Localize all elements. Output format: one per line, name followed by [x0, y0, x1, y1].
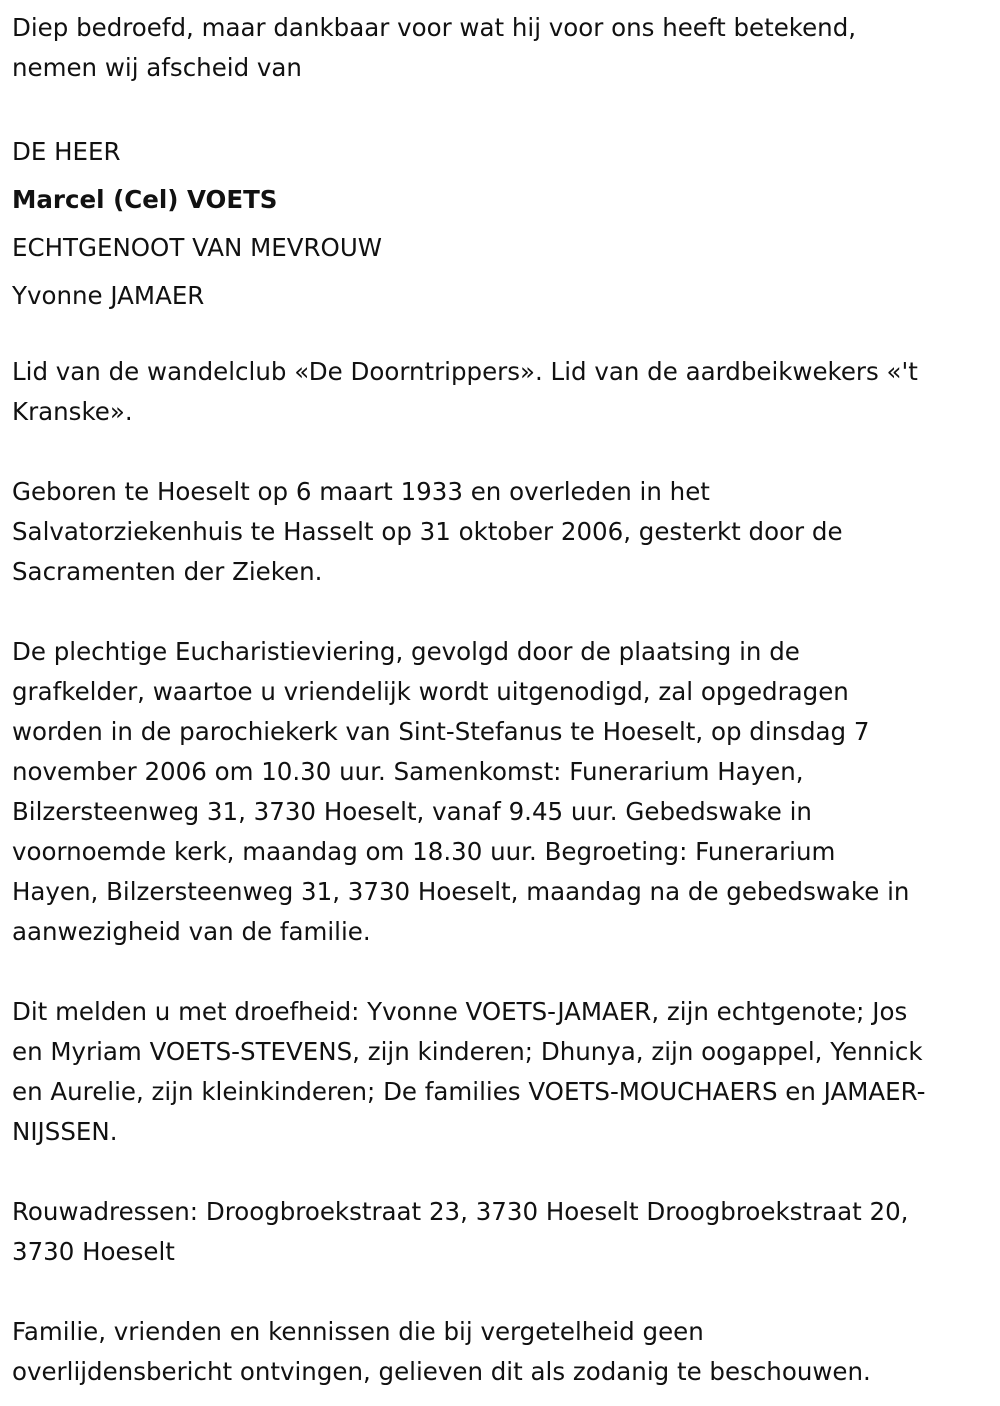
text-line: Bilzersteenweg 31, 3730 Hoeselt, vanaf 9.45 uur. Gebedswake in — [12, 797, 812, 826]
spouse-name: Yvonne JAMAER — [12, 281, 205, 310]
text-line: Sacramenten der Zieken. — [12, 557, 323, 586]
ceremony-paragraph — [12, 632, 1000, 952]
text-line: Dit melden u met droefheid: Yvonne VOETS-JAMAER, zijn echtgenote; Jos — [12, 997, 908, 1026]
addresses-paragraph — [12, 1192, 1000, 1272]
text-line: grafkelder, waartoe u vriendelijk wordt uitgenodigd, zal opgedragen — [12, 677, 849, 706]
text-line: november 2006 om 10.30 uur. Samenkomst: Funerarium Hayen, — [12, 757, 804, 786]
text-line: en Aurelie, zijn kleinkinderen; De families VOETS-MOUCHAERS en JAMAER- — [12, 1077, 926, 1106]
text-line: Salvatorziekenhuis te Hasselt op 31 oktober 2006, gesterkt door de — [12, 517, 843, 546]
clubs-paragraph — [12, 352, 1000, 432]
title: DE HEER — [12, 137, 121, 166]
text-line: overlijdensbericht ontvingen, gelieven dit als zodanig te beschouwen. — [12, 1357, 871, 1386]
text-line: voornoemde kerk, maandag om 18.30 uur. Begroeting: Funerarium — [12, 837, 836, 866]
closing-paragraph — [12, 1312, 1000, 1392]
text-line: De plechtige Eucharistieviering, gevolgd door de plaatsing in de — [12, 637, 800, 666]
text-line: Hayen, Bilzersteenweg 31, 3730 Hoeselt, maandag na de gebedswake in — [12, 877, 910, 906]
text-line: Familie, vrienden en kennissen die bij vergetelheid geen — [12, 1317, 704, 1346]
family-paragraph — [12, 992, 1000, 1152]
text-line: Kranske». — [12, 397, 133, 426]
text-line: Rouwadressen: Droogbroekstraat 23, 3730 Hoeselt Droogbroekstraat 20, — [12, 1197, 909, 1226]
text-line: Lid van de wandelclub «De Doorntrippers». Lid van de aardbeikwekers «'t — [12, 357, 918, 386]
text-line: aanwezigheid van de familie. — [12, 917, 371, 946]
text-line: worden in de parochiekerk van Sint-Stefanus te Hoeselt, op dinsdag 7 — [12, 717, 870, 746]
deceased-name: Marcel (Cel) VOETS — [12, 185, 278, 214]
relation: ECHTGENOOT VAN MEVROUW — [12, 233, 383, 262]
text-line: en Myriam VOETS-STEVENS, zijn kinderen; Dhunya, zijn oogappel, Yennick — [12, 1037, 923, 1066]
text-line: Diep bedroefd, maar dankbaar voor wat hij voor ons heeft betekend, — [12, 13, 857, 42]
text-line: nemen wij afscheid van — [12, 53, 302, 82]
text-line: Geboren te Hoeselt op 6 maart 1933 en overleden in het — [12, 477, 710, 506]
text-line: 3730 Hoeselt — [12, 1237, 175, 1266]
text-line: NIJSSEN. — [12, 1117, 118, 1146]
intro-paragraph — [12, 8, 1000, 88]
birth-death-paragraph — [12, 472, 1000, 592]
